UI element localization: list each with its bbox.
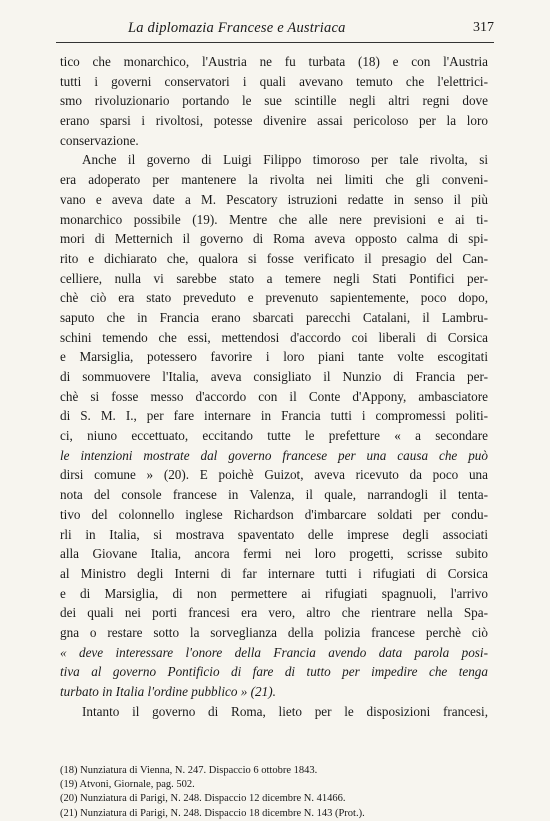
text-line: era adoperato per mantenere la rivolta nei limiti che gli conveni- [60, 172, 488, 188]
text-line: dei quali nei porti francesi era vero, altro che rientrare nella Spa- [60, 605, 488, 621]
text-line: tutti i governi conservatori i quali avevano temuto che l'elettrici- [60, 73, 488, 89]
footnote: (19) Atvoni, Giornale, pag. 502. [60, 779, 195, 791]
text-line: rito e dichiarato che, qualora si fosse verificato il presagio del Can- [60, 250, 488, 266]
text-line: e Marsiglia, potessero favorire i loro piani tante volte escogitati [60, 349, 488, 365]
text-line: Intanto il governo di Roma, lieto per le disposizioni francesi, [82, 703, 488, 719]
text-line: vano e aveva date a M. Pescatory istruzioni redatte in senso il più [60, 191, 488, 207]
text-line: conservazione. [60, 132, 139, 148]
text-line: le intenzioni mostrate dal governo francese per una causa che può [60, 447, 488, 463]
text-line: al Ministro degli Interni di far internare tutti i rifugiati di Corsica [60, 565, 488, 581]
text-line: schini temendo che essi, mettendosi d'accordo coi liberali di Corsica [60, 329, 488, 345]
text-line: ci, niuno eccettuato, eccitando tutte le prefetture « a secondare [60, 428, 488, 444]
text-line: tivo del colonnello inglese Richardson d'imbarcare soldati per condu- [60, 506, 488, 522]
footnotes [60, 764, 480, 821]
text-line: chè ciò era stato preveduto e prevenuto sapientemente, poco dopo, [60, 290, 488, 306]
text-line: nota del console francese in Valenza, il quale, narrandogli il tenta- [60, 487, 488, 503]
text-line: mori di Metternich il governo di Roma aveva opposto calma di spi- [60, 231, 488, 247]
text-line: turbato in Italia l'ordine pubblico » (21). [60, 684, 276, 699]
text-line: monarchico possibile (19). Mentre che alle nere previsioni e ai ti- [60, 211, 488, 227]
text-line: di S. M. I., per fare internare in Francia tutti i compromessi politi- [60, 408, 488, 424]
text-line: tiva al governo Pontificio di fare di tutto per impedire che tenga [60, 664, 488, 680]
footnote: (18) Nunziatura di Vienna, N. 247. Dispaccio 6 ottobre 1843. [60, 765, 318, 776]
text-line: rli in Italia, si mostrava spaventato delle imprese degli associati [60, 526, 488, 542]
text-line: Anche il governo di Luigi Filippo timoroso per tale rivolta, si [82, 152, 488, 168]
text-line: dirsi comune » (20). E poichè Guizot, aveva ricevuto da poco una [60, 467, 488, 483]
text-line: erano sparsi i rivoltosi, potesse divenire assai pericoloso per la loro [60, 113, 488, 129]
text-line: alla Giovane Italia, ancora fermi nei loro progetti, scrisse subito [60, 546, 488, 562]
text-line: celliere, nulla vi sarebbe stato a temere negli Stati Pontifici per- [60, 270, 488, 286]
body-text [60, 52, 488, 721]
running-title: La diplomazia Francese e Austriaca [128, 20, 346, 36]
text-line: saputo che in Francia erano sbarcati parecchi Catalani, il Lambru- [60, 309, 488, 325]
text-line: gna o restare sotto la sorveglianza della polizia francese perchè ciò [60, 624, 488, 640]
text-line: di sommuovere l'Italia, aveva consigliato il Nunzio di Francia per- [60, 369, 488, 384]
text-line: « deve interessare l'onore della Francia avendo data parola posi- [60, 644, 488, 660]
footnote: (21) Nunziatura di Parigi, N. 248. Dispaccio 18 dicembre N. 143 (Prot.). [60, 807, 365, 819]
text-line: tico che monarchico, l'Austria ne fu turbata (18) e con l'Austria [60, 54, 488, 69]
running-header [56, 18, 494, 43]
footnote: (20) Nunziatura di Parigi, N. 248. Dispaccio 12 dicembre N. 41466. [60, 793, 346, 805]
text-line: smo rivoluzionario portando le sue scintille negli altri regni dove [60, 93, 488, 109]
page-number: 317 [473, 20, 494, 35]
text-line: chè si fosse messo d'accordo con il Conte d'Appony, ambasciatore [60, 388, 488, 404]
text-line: e di Marsiglia, di non permettere ai rifugiati spagnuoli, l'arrivo [60, 585, 488, 601]
